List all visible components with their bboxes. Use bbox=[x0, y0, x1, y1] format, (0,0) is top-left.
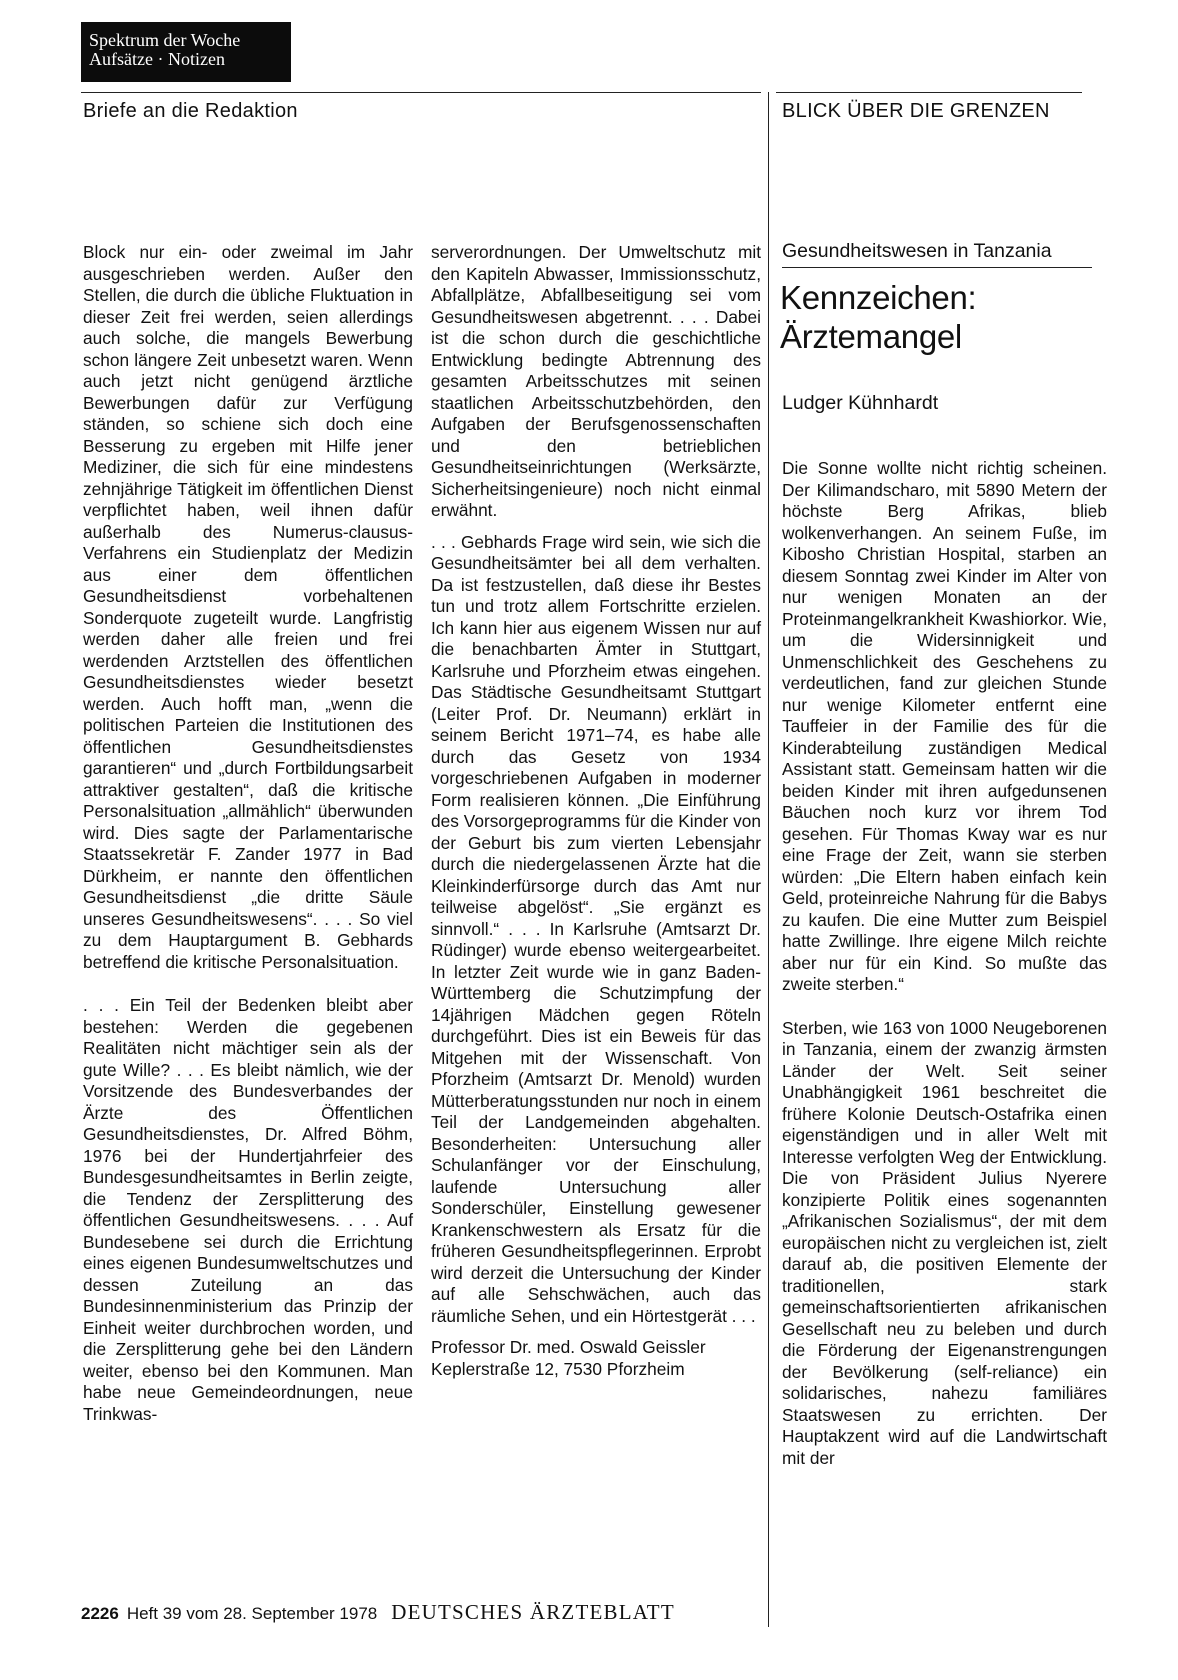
letter-paragraph: . . . Ein Teil der Bedenken bleibt aber bestehen: Werden die gegebenen Realitäten nicht mächtiger sein als der gute Wille? . . . Es bleibt nämlich, wie der Vorsitzende des Bundesverbandes der Ärzte des Öffentlichen Gesundheitsdienstes, Dr. Alfred Böhm, 1976 bei der Hundertjahrfeier des Bundesgesundheitsamtes in Berlin zeigte, die Tendenz der Zersplitterung des öffentlichen Gesundheitswesens. . . . Auf Bundesebene sei durch die Errichtung eines eigenen Bundesumweltschutzes und dessen Zuteilung an das Bundesinnenministerium das Prinzip der Einheit weiter durchbrochen worden, und die Zersplitterung gehe bei den Ländern weiter, ebenso bei den Kommunen. Man habe neue Gemeindeordnungen, neue Trinkwas- bbox=[83, 995, 413, 1424]
article-paragraph: Die Sonne wollte nicht richtig scheinen. Der Kilimandscharo, mit 5890 Metern der höchste Berg Afrikas, blieb wolkenverhangen. An seinem Fuße, im Kibosho Christian Hospital, starben an diesem Sonntag zwei Kinder im Alter von nur wenigen Monaten an der Proteinmangelkrankheit Kwashiorkor. Wie, um die Widersinnigkeit und Unmenschlichkeit des Geschehens zu verdeutlichen, fand zur gleichen Stunde nur wenige Kilometer entfernt eine Tauffeier in der Familie des für die Kinderabteilung zuständigen Medical Assistant statt. Gemeinsam hatten wir die beiden Kinder mit ihren aufgedunsenen Bäuchen noch kurz vor ihrem Tod gesehen. Für Thomas Kway war es nur eine Frage der Zeit, wann sie sterben würden: „Die Eltern haben einfach kein Geld, proteinreiche Nahrung für die Babys zu kaufen. Die eine Mutter zum Beispiel hatte Zwillinge. Ihre eigene Milch reichte aber nur für ein Kind. So mußte das zweite sterben.“ bbox=[782, 458, 1107, 994]
section-label-letters: Briefe an die Redaktion bbox=[83, 100, 298, 122]
article-author: Ludger Kühnhardt bbox=[782, 392, 939, 414]
issue-info: Heft 39 vom 28. September 1978 bbox=[126, 1604, 378, 1623]
headline-line-2: Ärztemangel bbox=[780, 318, 962, 355]
letter-column-1 bbox=[83, 242, 413, 1425]
top-rule-left bbox=[81, 92, 761, 93]
journal-name: DEUTSCHES ÄRZTEBLATT bbox=[391, 1600, 675, 1624]
signature-address: Keplerstraße 12, 7530 Pforzheim bbox=[431, 1358, 685, 1379]
letter-column-2 bbox=[431, 242, 761, 1380]
masthead-line-2: Aufsätze · Notizen bbox=[89, 49, 225, 69]
masthead-box bbox=[81, 22, 291, 82]
article-paragraph: Sterben, wie 163 von 1000 Neugeborenen in Tanzania, einem der zwanzig ärmsten Länder der Welt. Seit seiner Unabhängigkeit 1961 beschreitet die frühere Kolonie Deutsch-Ostafrika einen eigenständigen und in aller Welt mit Interesse verfolgten Weg der Entwicklung. Die von Präsident Julius Nyerere konzipierte Politik eines sogenannten „Afrikanischen Sozialismus“, der mit dem europäischen nicht zu vergleichen ist, zielt darauf ab, die positiven Elemente der traditionellen, stark gemeinschaftsorientierten afrikanischen Gesellschaft neu zu beleben und durch die Förderung der Eigenanstrengungen der Bevölkerung (self-reliance) ein solidarisches, nahezu familiäres Staatswesen zu errichten. Der Hauptakzent wird auf die Landwirtschaft mit der bbox=[782, 1017, 1107, 1468]
letter-signature bbox=[431, 1337, 761, 1380]
article-headline bbox=[780, 278, 1110, 356]
letter-paragraph: serverordnungen. Der Umweltschutz mit den Kapiteln Abwasser, Immissionsschutz, Abfallplätze, Abfallbeseitigung sei vom Gesundheitswesen abgetrennt. . . . Dabei ist die schon durch die geschichtliche Entwicklung bedingte Abtrennung des gesamten Arbeitsschutzes mit seinen staatlichen Arbeitsschutzbehörden, den Aufgaben der Berufsgenossenschaften und den betrieblichen Gesundheitseinrichtungen (Werksärzte, Sicherheitsingenieure) noch nicht einmal erwähnt. bbox=[431, 242, 761, 520]
signature-name: Professor Dr. med. Oswald Geissler bbox=[431, 1337, 706, 1357]
section-label-blick: BLICK ÜBER DIE GRENZEN bbox=[782, 100, 1050, 122]
letter-paragraph: Block nur ein- oder zweimal im Jahr ausgeschrieben werden. Außer den Stellen, die durch die übliche Fluktuation in dieser Zeit frei werden, seien allerdings auch solche, die mangels Bewerbung schon längere Zeit unbesetzt waren. Wenn auch jetzt nicht genügend ärztliche Bewerbungen dafür zur Verfügung ständen, so schiene sich doch eine Besserung zu ergeben mit Hilfe jener Mediziner, die sich für eine mindestens zehnjährige Tätigkeit im öffentlichen Dienst verpflichtet haben, weil ihnen dafür außerhalb des Numerus-clausus-Verfahrens ein Studienplatz der Medizin aus einer dem öffentlichen Gesundheitsdienst vorbehaltenen Sonderquote zugeteilt wurde. Langfristig werden daher alle freien und frei werdenden Arztstellen des öffentlichen Gesundheitsdienstes wieder besetzt werden. Auch hofft man, „wenn die politischen Parteien die Institutionen des öffentlichen Gesundheitsdienstes garantieren“ und „durch Fortbildungsarbeit attraktiver gestalten“, daß die kritische Personalsituation „allmählich“ überwunden wird. Dies sagte der Parlamentarische Staatssekretär F. Zander 1977 in Bad Dürkheim, er nannte den öffentlichen Gesundheitsdienst „die dritte Säule unseres Gesundheitswesens“. . . . So viel zu dem Hauptargument B. Gebhards betreffend die kritische Personalsituation. bbox=[83, 242, 413, 972]
top-rule-right bbox=[776, 92, 1082, 93]
article-column bbox=[782, 458, 1107, 1469]
article-rubric: Gesundheitswesen in Tanzania bbox=[782, 240, 1092, 268]
page-number: 2226 bbox=[81, 1604, 119, 1623]
masthead-line-1: Spektrum der Woche bbox=[89, 30, 241, 50]
page-footer bbox=[81, 1600, 675, 1625]
letter-paragraph: . . . Gebhards Frage wird sein, wie sich die Gesundheitsämter bei all dem verhalten. Da ist festzustellen, daß diese ihr Bestes tun und trotz allem Fortschritte erzielen. Ich kann hier aus eigenem Wissen nur auf die benachbarten Ämter in Stuttgart, Karlsruhe und Pforzheim etwas eingehen. Das Städtische Gesundheitsamt Stuttgart (Leiter Prof. Dr. Neumann) erklärt in seinem Bericht 1971–74, es habe alle durch das Gesetz von 1934 vorgeschriebenen Aufgaben in moderner Form realisieren können. „Die Einführung des Vorsorgeprogramms für die Kinder von der Geburt bis zum vierten Lebensjahr durch die niedergelassenen Ärzte hat die Kleinkinderfürsorge durch das Amt nur teilweise abgelöst“. „Sie ergänzt es sinnvoll.“ . . . In Karlsruhe (Amtsarzt Dr. Rüdinger) wurde ebenso weitergearbeitet. In letzter Zeit wurde wie in ganz Baden-Württemberg die Schutzimpfung der 14jährigen Mädchen gegen Röteln durchgeführt. Dies ist ein Beweis für das Mitgehen mit der Wissenschaft. Von Pforzheim (Amtsarzt Dr. Menold) wurden Mütterberatungsstunden nur noch in einem Teil der Landgemeinden abgehalten. Besonderheiten: Untersuchung aller Schulanfänger vor der Einschulung, laufende Untersuchung aller Sonderschüler, Einstellung gewesener Krankenschwestern als Ersatz für die früheren Gesundheitspflegerinnen. Erprobt wird derzeit die Untersuchung der Kinder auf alle Sehschwächen, auch das räumliche Sehen, und ein Hörtestgerät . . . bbox=[431, 531, 761, 1326]
column-divider bbox=[768, 92, 769, 1627]
headline-line-1: Kennzeichen: bbox=[780, 279, 977, 316]
